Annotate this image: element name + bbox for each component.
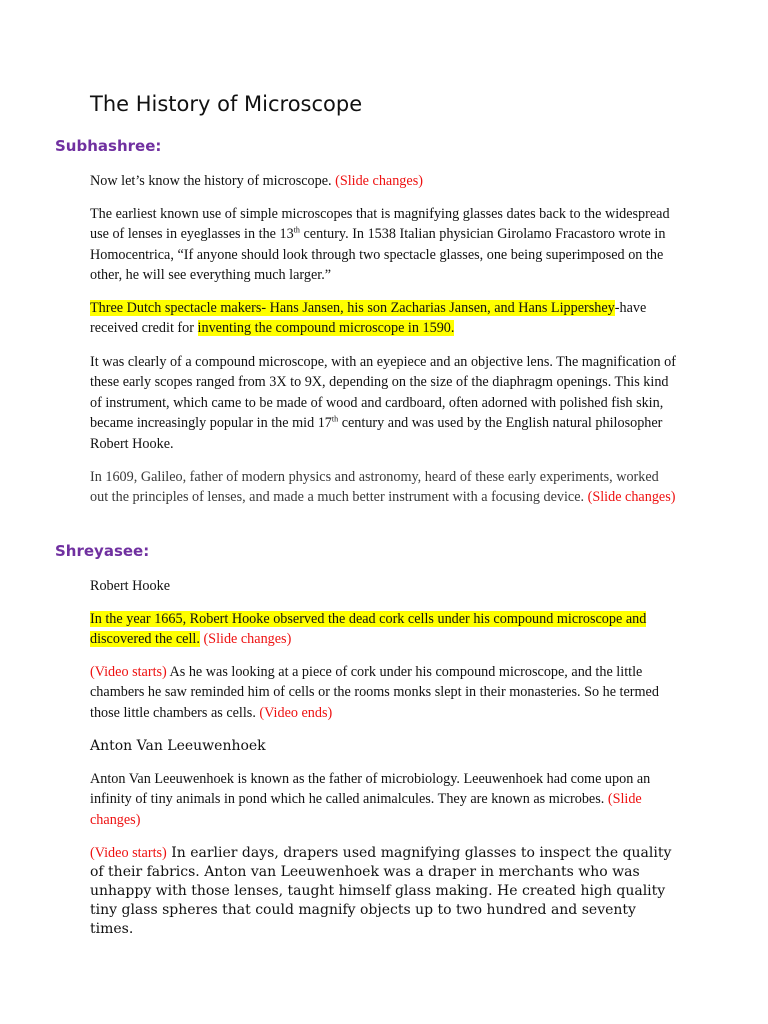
superscript: th [331, 414, 339, 424]
paragraph-text: As he was looking at a piece of cork under his compound microscope, and the little chambers he saw reminded him of cells or the rooms monks slept in their monasteries. So he termed those little chambers as cells. [90, 664, 659, 721]
paragraph-text: In earlier days, drapers used magnifying glasses to inspect the quality of their fabrics. Anton van Leeuwenhoek was a draper in merchants who was unhappy with those lenses, taught himself glass making. He created high quality tiny glass spheres that could magnify objects up to two hundred and seventy times. [90, 845, 672, 937]
paragraph-text: Anton Van Leeuwenhoek [90, 738, 266, 754]
paragraph-text: -have received credit for [90, 300, 647, 337]
paragraph-text: Robert Hooke [90, 578, 170, 594]
paragraph [90, 171, 680, 191]
paragraph [90, 576, 680, 596]
paragraph [90, 609, 680, 650]
paragraph-text: century. In 1538 Italian physician Girolamo Fracastoro wrote in Homocentrica, “If anyone should look through two spectacle glasses, one being superimposed on the other, he will see everything much larger.” [90, 226, 666, 284]
paragraph-text: Anton Van Leeuwenhoek is known as the father of microbiology. Leeuwenhoek had come upon an infinity of tiny animals in pond which he called animalcules. They are known as microbes. [90, 771, 651, 808]
paragraph [90, 204, 680, 286]
paragraph [90, 769, 680, 830]
paragraph [90, 467, 680, 508]
document-title: The History of Microscope [90, 92, 363, 116]
paragraph [90, 352, 680, 454]
stage-cue: (Video starts) [90, 845, 167, 861]
stage-cue: (Video ends) [259, 704, 333, 721]
paragraph [90, 662, 680, 723]
speaker-heading-shreyasee: Shreyasee: [55, 542, 150, 560]
paragraph [90, 844, 680, 939]
paragraph-text: In 1609, Galileo, father of modern physics and astronomy, heard of these early experiments, worked out the principles of lenses, and made a much better instrument with a focusing device. [90, 469, 659, 506]
paragraph [90, 737, 680, 756]
superscript: th [293, 225, 300, 235]
paragraph-text: Now let’s know the history of microscope. [90, 173, 336, 189]
stage-cue: (Slide changes) [90, 791, 642, 828]
stage-cue: (Slide changes) [587, 489, 676, 506]
stage-cue: (Slide changes) [199, 631, 292, 648]
speaker-heading-subhashree: Subhashree: [55, 137, 162, 155]
highlighted-text: Three Dutch spectacle makers- Hans Jansen, his son Zacharias Jansen, and Hans Lippershey [90, 300, 615, 316]
highlighted-text: inventing the compound microscope in 1590. [197, 320, 455, 337]
paragraph [90, 298, 680, 339]
stage-cue: (Video starts) [90, 664, 167, 680]
stage-cue: (Slide changes) [335, 173, 423, 189]
highlighted-text: In the year 1665, Robert Hooke observed the dead cork cells under his compound microscope and discovered the cell. [90, 611, 647, 648]
paragraph-text: century and was used by the English natural philosopher Robert Hooke. [90, 415, 663, 452]
paragraph-text: The earliest known use of simple microscopes that is magnifying glasses dates back to the widespread use of lenses in eyeglasses in the 13 [90, 206, 670, 243]
paragraph-text: It was clearly of a compound microscope, with an eyepiece and an objective lens. The magnification of these early scopes ranged from 3X to 9X, depending on the size of the diaphragm openings. This kind of instrument, which came to be made of wood and cardboard, often adorned with polished fish skin, became increasingly popular in the mid 17 [90, 354, 676, 432]
